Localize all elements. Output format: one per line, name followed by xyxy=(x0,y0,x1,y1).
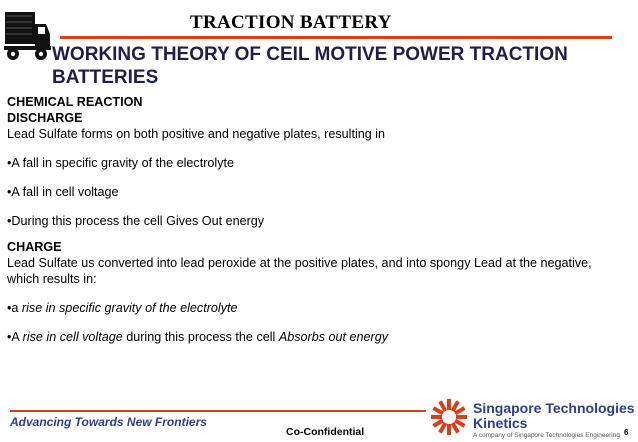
discharge-intro: Lead Sulfate forms on both positive and negative plates, resulting in xyxy=(7,127,386,141)
charge-bullet-2-middle: during this process the cell xyxy=(122,330,279,344)
discharge-heading: DISCHARGE xyxy=(7,111,83,125)
charge-bullet-1-emphasis: rise in specific gravity of the electrolyte xyxy=(21,301,238,315)
charge-bullet-1 xyxy=(7,300,627,316)
starburst-logo-icon xyxy=(430,398,468,436)
section-heading: CHEMICAL REACTION xyxy=(7,95,143,109)
logo-name-line-2: Kinetics xyxy=(473,415,528,431)
header-divider xyxy=(60,36,612,39)
truck-icon xyxy=(2,4,52,66)
slide-title: WORKING THEORY OF CEIL MOTIVE POWER TRACTION BATTERIES xyxy=(52,44,568,88)
footer-tagline: Advancing Towards New Frontiers xyxy=(10,415,207,429)
header-title: TRACTION BATTERY xyxy=(190,12,392,33)
discharge-bullet-3: •During this process the cell Gives Out energy xyxy=(7,214,265,228)
page-number: 6 xyxy=(624,428,629,437)
discharge-bullet-2: •A fall in cell voltage xyxy=(7,185,119,199)
confidential-label: Co-Confidential xyxy=(286,426,365,438)
footer-divider xyxy=(10,410,426,412)
slide-content xyxy=(7,94,627,345)
charge-bullet-2-prefix: •A xyxy=(7,330,23,344)
charge-bullet-1-prefix: •a xyxy=(7,301,22,315)
logo-name-line-1: Singapore Technologies xyxy=(473,400,635,416)
charge-heading: CHARGE xyxy=(7,240,62,254)
charge-bullet-2 xyxy=(7,329,627,345)
charge-bullet-2-emphasis-2: Absorbs out energy xyxy=(278,330,389,344)
charge-intro: Lead Sulfate us converted into lead peroxide at the positive plates, and into spongy Lead at the negative, which results in: xyxy=(7,256,592,286)
discharge-bullet-1: •A fall in specific gravity of the electrolyte xyxy=(7,156,235,170)
charge-bullet-2-emphasis-1: rise in cell voltage xyxy=(22,330,123,344)
logo-subtitle: A company of Singapore Technologies Engineering xyxy=(473,432,620,439)
